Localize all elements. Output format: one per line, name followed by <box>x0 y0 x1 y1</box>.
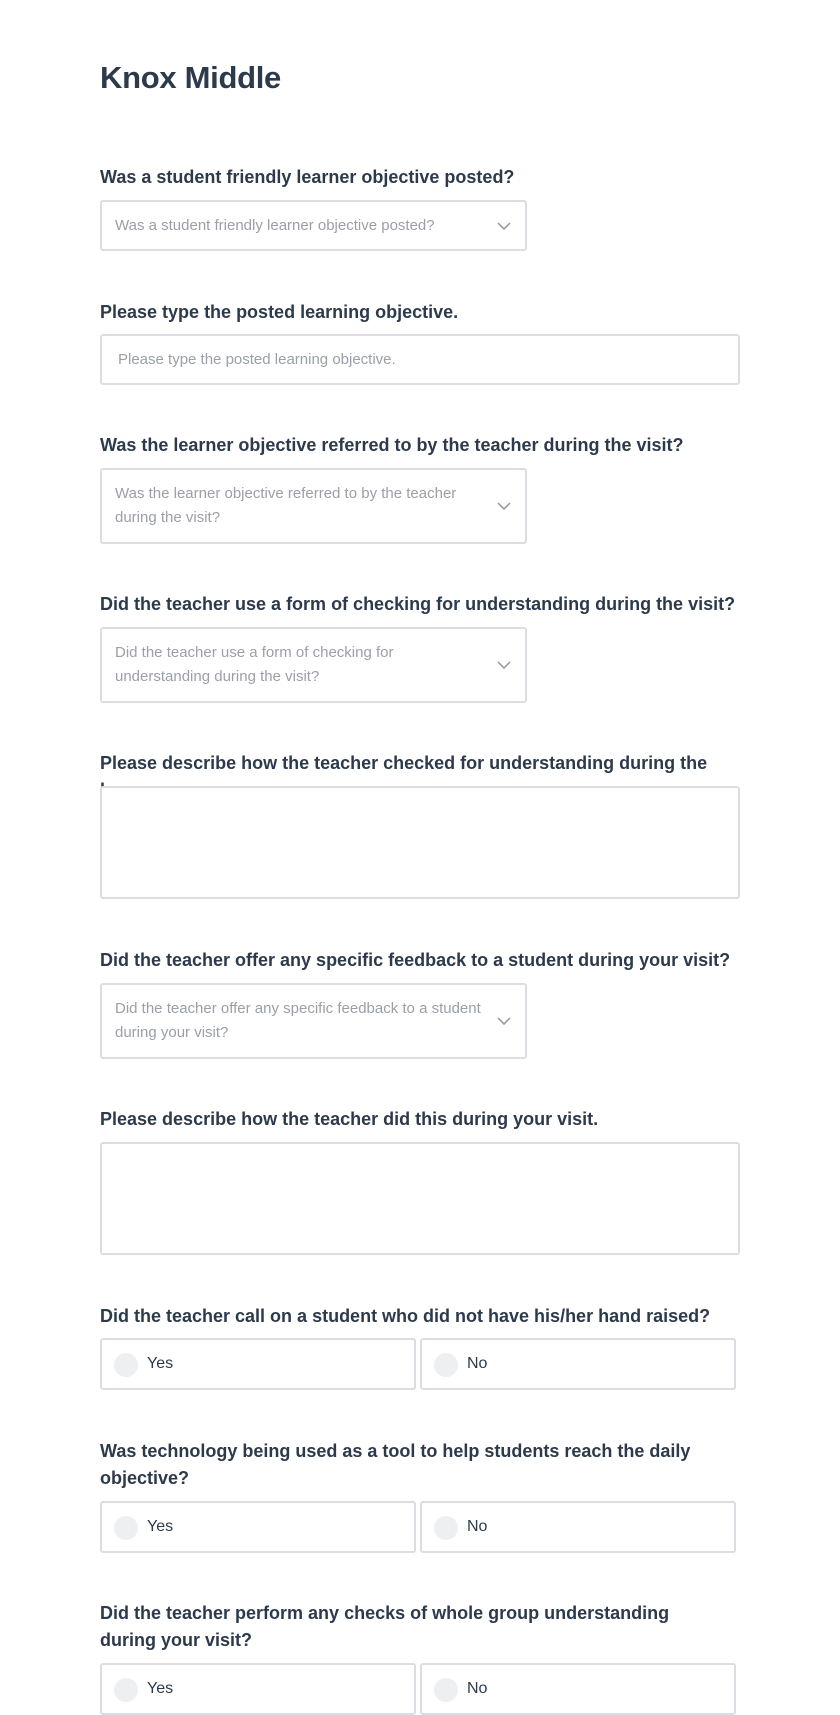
question-label-whole-group-checks: Did the teacher perform any checks of whole group understanding during your visit? <box>100 1603 670 1650</box>
chevron-down-icon <box>495 656 513 674</box>
option-label: No <box>467 1518 488 1535</box>
select-placeholder: Did the teacher offer any specific feedback to a student during your visit? <box>115 1000 481 1041</box>
learner-objective-posted-select[interactable] <box>100 200 527 251</box>
question-label-learner-objective-posted: Was a student friendly learner objective posted? <box>100 167 515 187</box>
question-label-checking-understanding: Did the teacher use a form of checking for understanding during the visit? <box>100 594 736 614</box>
whole-group-checks-yes-option[interactable] <box>100 1663 416 1715</box>
question-label-technology-used: Was technology being used as a tool to help students reach the daily objective? <box>100 1441 691 1488</box>
checking-understanding-select[interactable] <box>100 627 527 703</box>
question-label-objective-referred: Was the learner objective referred to by the teacher during the visit? <box>100 435 684 455</box>
select-placeholder: Was a student friendly learner objective posted? <box>115 216 435 234</box>
chevron-down-icon <box>495 497 513 515</box>
question-label-describe-feedback: Please describe how the teacher did this during your visit. <box>100 1109 599 1129</box>
call-on-student-no-option[interactable] <box>420 1338 736 1390</box>
posted-objective-input[interactable] <box>100 334 740 385</box>
objective-referred-select[interactable] <box>100 468 527 544</box>
radio-circle-icon <box>434 1516 458 1540</box>
radio-circle-icon <box>434 1678 458 1702</box>
option-label: No <box>467 1355 488 1372</box>
page-title: Knox Middle <box>100 60 281 95</box>
select-placeholder: Did the teacher use a form of checking for understanding during the visit? <box>115 644 394 685</box>
question-label-specific-feedback: Did the teacher offer any specific feedback to a student during your visit? <box>100 950 731 970</box>
option-label: Yes <box>147 1518 174 1535</box>
describe-checking-textarea[interactable] <box>100 786 740 899</box>
question-label-posted-objective-text: Please type the posted learning objective. <box>100 302 459 322</box>
call-on-student-yes-option[interactable] <box>100 1338 416 1390</box>
specific-feedback-select[interactable] <box>100 983 527 1059</box>
whole-group-checks-no-option[interactable] <box>420 1663 736 1715</box>
question-label-call-on-student: Did the teacher call on a student who did not have his/her hand raised? <box>100 1306 711 1326</box>
radio-circle-icon <box>434 1353 458 1377</box>
option-label: No <box>467 1680 488 1697</box>
technology-used-no-option[interactable] <box>420 1501 736 1553</box>
option-label: Yes <box>147 1680 174 1697</box>
technology-used-yes-option[interactable] <box>100 1501 416 1553</box>
question-label-describe-checking: Please describe how the teacher checked for understanding during the <box>100 753 708 773</box>
select-placeholder: Was the learner objective referred to by the teacher during the visit? <box>115 485 457 526</box>
radio-circle-icon <box>114 1516 138 1540</box>
radio-circle-icon <box>114 1678 138 1702</box>
chevron-down-icon <box>495 217 513 235</box>
chevron-down-icon <box>495 1012 513 1030</box>
describe-feedback-textarea[interactable] <box>100 1142 740 1255</box>
option-label: Yes <box>147 1355 174 1372</box>
radio-circle-icon <box>114 1353 138 1377</box>
